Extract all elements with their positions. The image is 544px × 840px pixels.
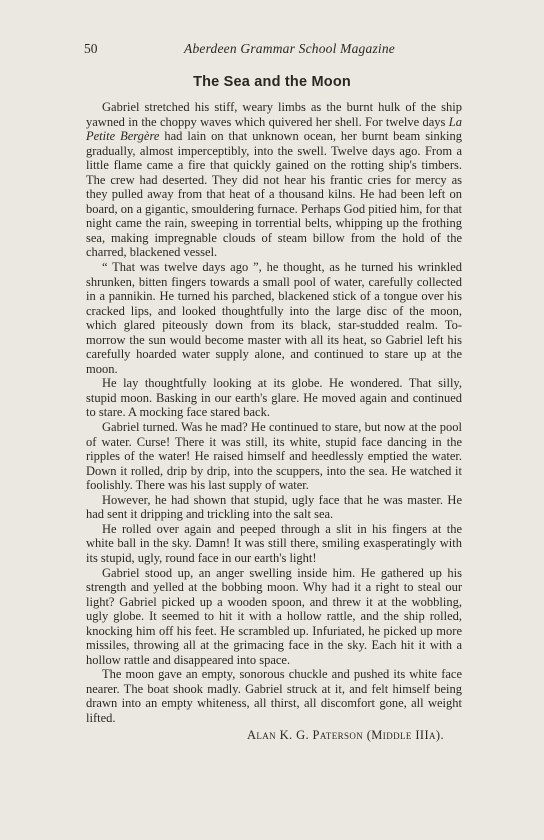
paragraph-5: However, he had shown that stupid, ugly face that he was master. He had sent it dripping and trickling into the salt sea. xyxy=(86,492,462,522)
article-title: The Sea and the Moon xyxy=(193,74,351,90)
page-header xyxy=(84,40,464,58)
paragraph-1-text-a: Gabriel stretched his stiff, weary limbs as the burnt hulk of the ship yawned in the choppy waves which quivered her shell. For twelve days xyxy=(86,100,462,129)
paragraph-1-text-b: had lain on that unknown ocean, her burnt beam sinking gradually, almost imperceptibly, into the swell. Twelve days ago. From a little flame came a fire that quickly gained on the rotting ship's timbers. The crew had deserted. They did not hear his frantic cries for mercy as they pulled away from that heat of a thousand kilns. He had been left on board, on a gigantic, smouldering furnace. Perhaps God pitied him, for that night came the rain, sweeping in torrential belts, whipping up the frothing sea, making impregnable clouds of steam billow from the hold of the charred, blackened vessel. xyxy=(86,129,462,260)
paragraph-8: The moon gave an empty, sonorous chuckle and pushed its white face nearer. The boat shook madly. Gabriel struck at it, and felt himself being drawn into an empty whiteness, all thirst, all discomfort gone, all weight lifted. xyxy=(86,667,462,725)
page-number: 50 xyxy=(84,41,98,56)
paragraph-3: He lay thoughtfully looking at its globe. He wondered. That silly, stupid moon. Basking in our earth's glare. He moved again and continued to stare. A mocking face stared back. xyxy=(86,376,462,420)
running-title: Aberdeen Grammar School Magazine xyxy=(184,41,395,56)
paragraph-4: Gabriel turned. Was he mad? He continued to stare, but now at the pool of water. Curse! There it was still, its white, stupid face dancing in the ripples of the water! He raised himself and heedlessly emptied the water. Down it rolled, drip by drip, into the scuppers, into the sea. He watched it foolishly. There was his last supply of water. xyxy=(86,420,462,493)
paragraph-1 xyxy=(86,100,462,260)
article-body xyxy=(86,100,462,742)
ship-name: La Petite Bergère xyxy=(86,114,462,144)
paragraph-2: “ That was twelve days ago ”, he thought, as he turned his wrinkled shrunken, bitten fingers towards a small pool of water, carefully collected in a pannikin. He turned his parched, blackened stick of a tongue over his cracked lips, and looked thoughtfully into the large disc of the moon, which glared piteously down from its black, star-studded realm. To-morrow the sun would become master with all its heat, so Gabriel left his carefully hoarded water supply alone, and continued to stare up at the moon. xyxy=(86,260,462,376)
paragraph-7: Gabriel stood up, an anger swelling inside him. He gathered up his strength and yelled at the bobbing moon. Why had it a right to steal our light? Gabriel picked up a wooden spoon, and threw it at the wobbling, ugly globe. It seemed to hit it with a hollow rattle, and the ship rolled, knocking him off his feet. He scrambled up. Infuriated, he picked up more missiles, throwing all at the grimacing face in the sky. Each hit it with a hollow rattle and disappeared into space. xyxy=(86,565,462,667)
author-byline: Alan K. G. Paterson (Middle IIIa). xyxy=(246,727,444,742)
paragraph-6: He rolled over again and peeped through a slit in his fingers at the white ball in the sky. Damn! It was still there, smiling exasperatingly with its stupid, ugly, round face in our earth's light! xyxy=(86,521,462,565)
